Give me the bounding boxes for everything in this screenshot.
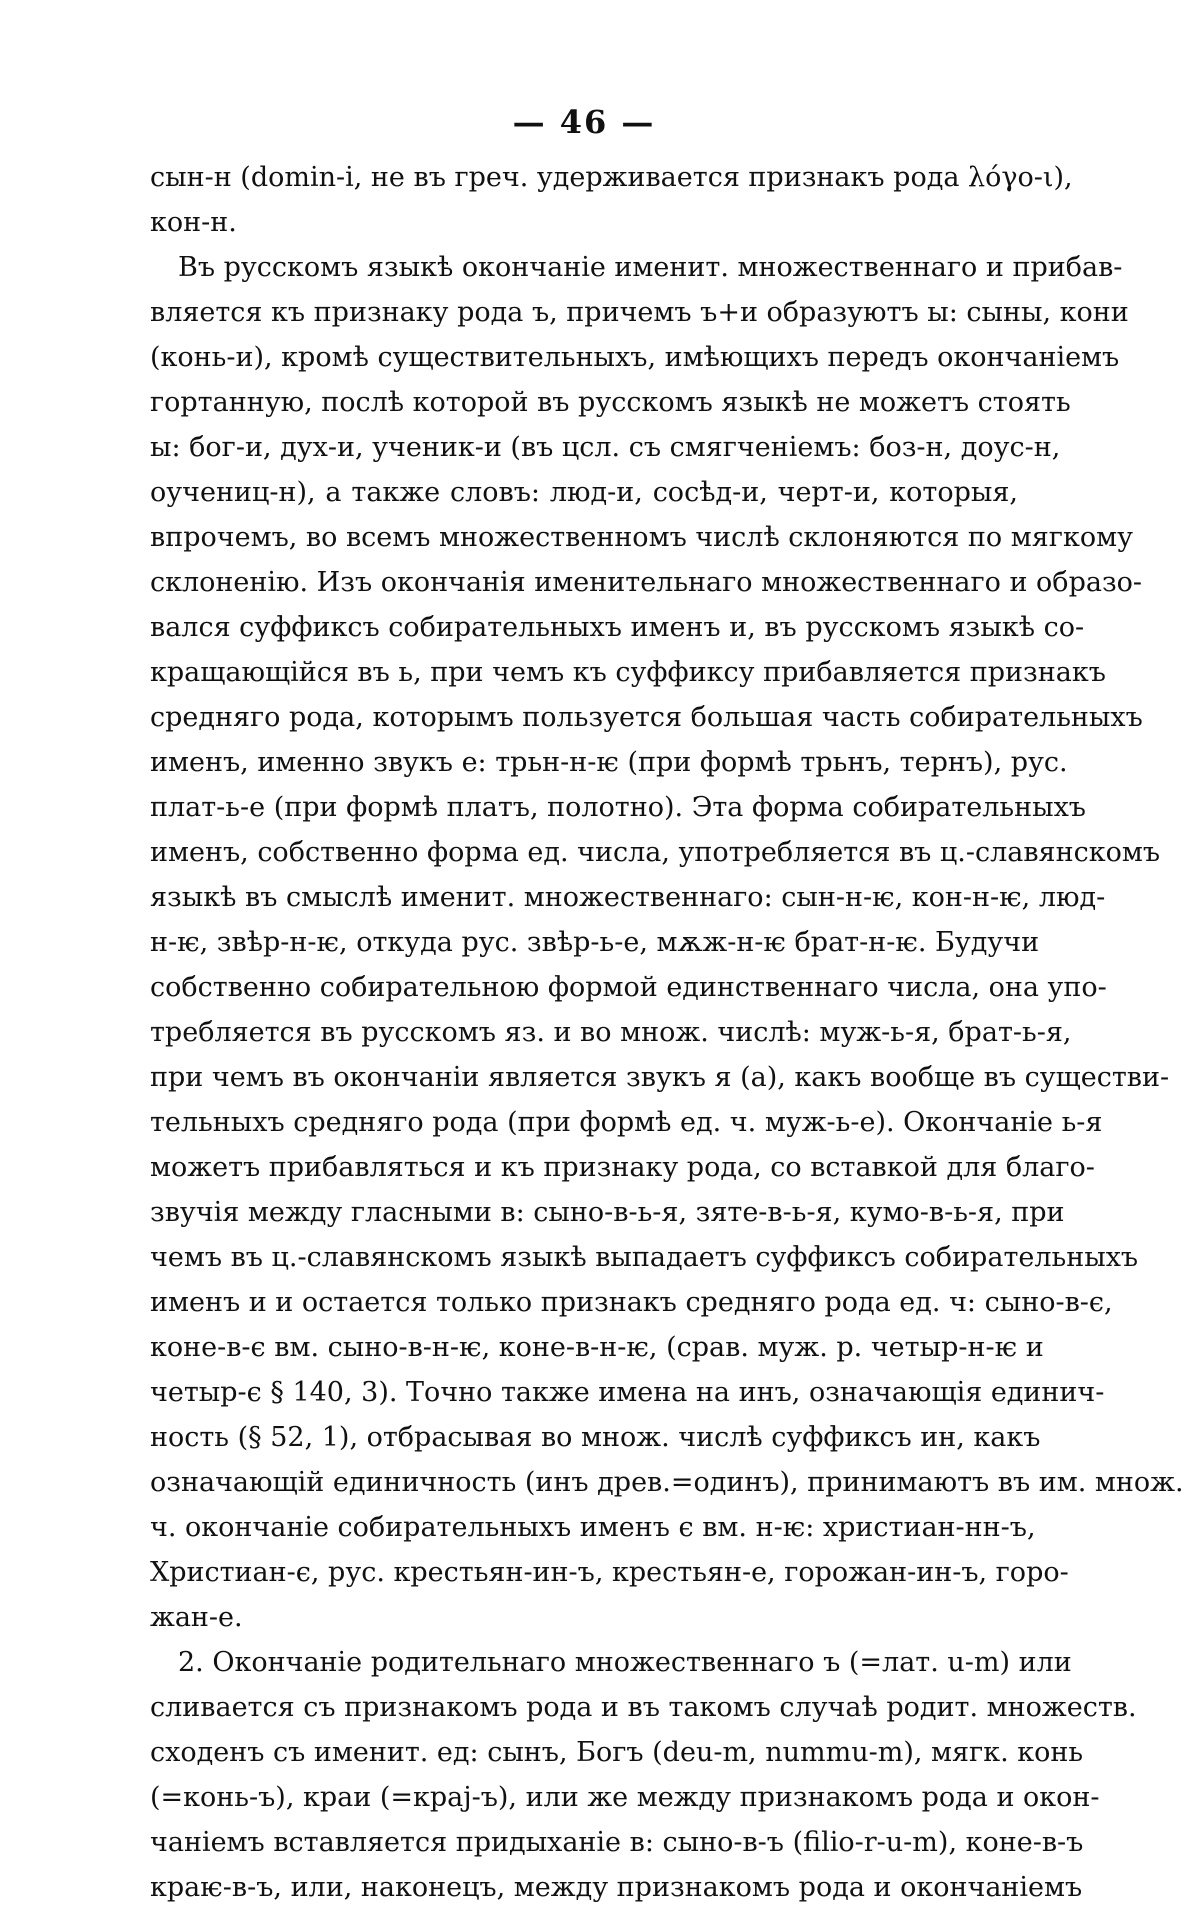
text-line: н-ѥ, звѣр-н-ѥ, откуда рус. звѣр-ь-е, мѫж-н-ѥ брат-н-ѥ. Будучи [150, 927, 1040, 958]
text-line: сливается съ признакомъ рода и въ такомъ случаѣ родит. множеств. [150, 1692, 1137, 1723]
text-line: средняго рода, которымъ пользуется большая часть собирательныхъ [150, 702, 1143, 733]
text-line: именъ и и остается только признакъ средняго рода ед. ч: сыно-в-є, [150, 1287, 1113, 1318]
text-line: языкѣ въ смыслѣ именит. множественнаго: сын-н-ѥ, кон-н-ѥ, люд- [150, 882, 1106, 913]
text-line: Въ русскомъ языкѣ окончаніе именит. множественнаго и прибав- [178, 252, 1123, 283]
text-line: кон-н. [150, 207, 237, 238]
text-line: ч. окончаніе собирательныхъ именъ є вм. н-ѥ: христиан-нн-ъ, [150, 1512, 1036, 1543]
text-line: чемъ въ ц.-славянскомъ языкѣ выпадаетъ суффиксъ собирательныхъ [150, 1242, 1139, 1273]
text-line: требляется въ русскомъ яз. и во множ. числѣ: муж-ь-я, брат-ь-я, [150, 1017, 1072, 1048]
text-line: плат-ь-е (при формѣ платъ, полотно). Эта форма собирательныхъ [150, 792, 1086, 823]
paragraph-2 [150, 1640, 1137, 1910]
text-line: коне-в-є вм. сыно-в-н-ѥ, коне-в-н-ѥ, (срав. муж. р. четыр-н-ѥ и [150, 1332, 1044, 1363]
text-line: чаніемъ вставляется придыханіе в: сыно-в-ъ (filio-r-u-m), коне-в-ъ [150, 1827, 1084, 1858]
text-line: склоненію. Изъ окончанія именительнаго множественнаго и образо- [150, 567, 1143, 598]
text-line: собственно собирательною формой единственнаго числа, она упо- [150, 972, 1107, 1003]
text-line: кращающійся въ ь, при чемъ къ суффиксу прибавляется признакъ [150, 657, 1106, 688]
text-line: гортанную, послѣ которой въ русскомъ языкѣ не можетъ стоять [150, 387, 1071, 418]
text-line: (конь-и), кромѣ существительныхъ, имѣющихъ передъ окончаніемъ [150, 342, 1120, 373]
text-line: именъ, именно звукъ е: трьн-н-ѥ (при формѣ трьнъ, тернъ), рус. [150, 747, 1068, 778]
page-number: — 46 — [512, 103, 656, 141]
text-line: означающій единичность (инъ древ.=одинъ), принимаютъ въ им. множ. [150, 1467, 1184, 1498]
text-line: впрочемъ, во всемъ множественномъ числѣ склоняются по мягкому [150, 522, 1133, 553]
text-line: четыр-є § 140, 3). Точно также имена на инъ, означающія единич- [150, 1377, 1105, 1408]
text-line: оучениц-н), а также словъ: люд-и, сосѣд-и, черт-и, которыя, [150, 477, 1018, 508]
text-line: 2. Окончаніе родительнаго множественнаго ъ (=лат. u-m) или [178, 1647, 1072, 1678]
text-line: жан-е. [150, 1602, 243, 1633]
paragraph-1 [150, 245, 1184, 1640]
text-line: сходенъ съ именит. ед: сынъ, Богъ (deu-m, nummu-m), мягк. конь [150, 1737, 1084, 1768]
text-line: можетъ прибавляться и къ признаку рода, со вставкой для благо- [150, 1152, 1095, 1183]
text-line: вляется къ признаку рода ъ, причемъ ъ+и образуютъ ы: сыны, кони [150, 297, 1129, 328]
page [150, 100, 1184, 1910]
paragraph-0 [150, 155, 1073, 245]
text-line: тельныхъ средняго рода (при формѣ ед. ч. муж-ь-е). Окончаніе ь-я [150, 1107, 1103, 1138]
text-line: именъ, собственно форма ед. числа, употребляется въ ц.-славянскомъ [150, 837, 1161, 868]
text-line: Христиан-є, рус. крестьян-ин-ъ, крестьян-е, горожан-ин-ъ, горо- [150, 1557, 1069, 1588]
text-line: ы: бог-и, дух-и, ученик-и (въ цсл. съ смягченіемъ: боз-н, доус-н, [150, 432, 1061, 463]
text-line: сын-н (domin-i, не въ греч. удерживается признакъ рода λόγο-ι), [150, 162, 1073, 193]
text-line: вался суффиксъ собирательныхъ именъ и, въ русскомъ языкѣ со- [150, 612, 1085, 643]
text-line: при чемъ въ окончаніи является звукъ я (а), какъ вообще въ существи- [150, 1062, 1170, 1093]
text-line: звучія между гласными в: сыно-в-ь-я, зяте-в-ь-я, кумо-в-ь-я, при [150, 1197, 1065, 1228]
text-line: ность (§ 52, 1), отбрасывая во множ. числѣ суффиксъ ин, какъ [150, 1422, 1041, 1453]
text-line: краѥ-в-ъ, или, наконецъ, между признакомъ рода и окончаніемъ [150, 1872, 1083, 1903]
text-line: (=конь-ъ), краи (=кpaj-ъ), или же между признакомъ рода и окон- [150, 1782, 1100, 1813]
